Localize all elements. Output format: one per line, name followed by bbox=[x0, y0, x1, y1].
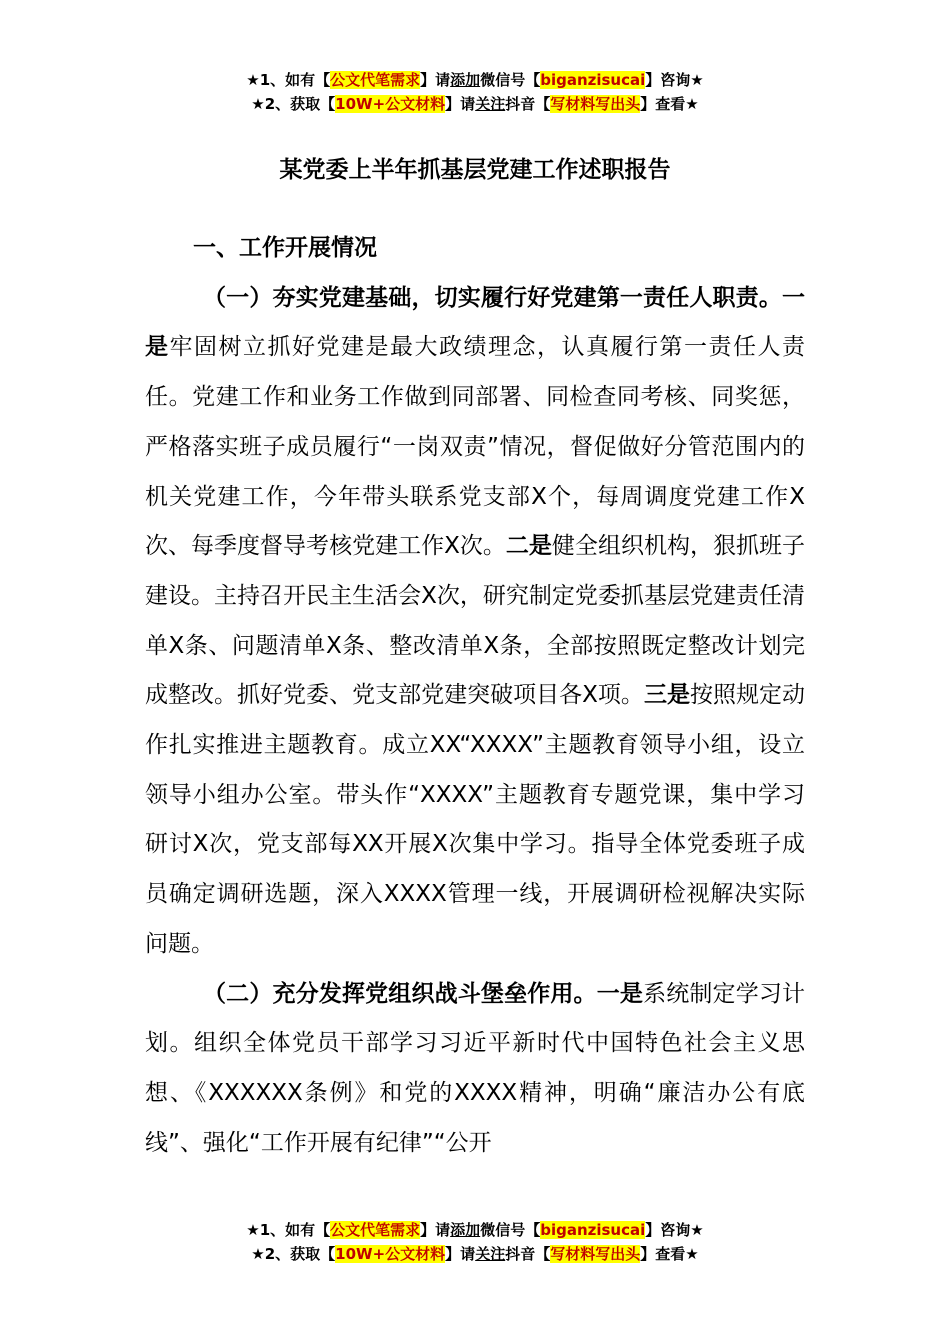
document-body bbox=[145, 224, 805, 1168]
star-icon: ★ bbox=[690, 1221, 704, 1239]
paragraph-text: 牢固树立抓好党建是最大政绩理念，认真履行第一责任人责任。党建工作和业务工作做到同部署、同检查同考核、同奖惩，严格落实班子成员履行“一岗双责”情况，督促做好分管范围内的机关党建工作，今年带头联系党支部X个，每周调度党建工作X次、每季度督导考核党建工作X次。 bbox=[145, 334, 805, 560]
banner-highlight: 10W+公文材料 bbox=[335, 95, 446, 113]
banner-highlight: 写材料写出头 bbox=[550, 95, 641, 113]
banner-line-2 bbox=[0, 92, 950, 116]
banner-highlight: 10W+公文材料 bbox=[335, 1245, 446, 1263]
banner-line-1 bbox=[0, 1218, 950, 1242]
paragraph-text: 健全组织机构，狠抓班子建设。主持召开民主生活会X次，研究制定党委抓基层党建责任清单X条、问题清单X条、整改清单X条，全部按照既定整改计划完成整改。抓好党委、党支部党建突破项目各X项。 bbox=[145, 533, 806, 709]
paragraph-2 bbox=[145, 970, 805, 1169]
banner-highlight: 写材料写出头 bbox=[550, 1245, 641, 1263]
star-icon: ★ bbox=[685, 95, 699, 113]
banner-line-2 bbox=[0, 1242, 950, 1266]
paragraph-1 bbox=[145, 274, 805, 970]
banner-underline: 关注 bbox=[475, 95, 506, 113]
star-icon: ★ bbox=[690, 71, 704, 89]
banner-text: 1、如有【 bbox=[259, 71, 331, 89]
banner-underline: 关注 bbox=[475, 1245, 506, 1263]
top-ad-banner bbox=[0, 68, 950, 116]
banner-text: 微信号【 bbox=[480, 1221, 541, 1239]
star-icon: ★ bbox=[251, 1245, 265, 1263]
keyword: 一是 bbox=[145, 284, 805, 361]
banner-text: 】咨询 bbox=[645, 71, 691, 89]
banner-text: 2、获取【 bbox=[264, 95, 336, 113]
section-heading: 一、工作开展情况 bbox=[193, 235, 377, 261]
star-icon: ★ bbox=[685, 1245, 699, 1263]
paragraph-text: 按照规定动作扎实推进主题教育。成立XX“XXXX”主题教育领导小组，设立领导小组办公室。带头作“XXXX”主题教育专题党课，集中学习研讨X次，党支部每XX开展X次集中学习。指导全体党委班子成员确定调研选题，深入XXXX管理一线，开展调研检视解决实际问题。 bbox=[145, 682, 806, 957]
star-icon: ★ bbox=[246, 71, 260, 89]
banner-underline: 添加 bbox=[450, 1221, 481, 1239]
banner-text: 】咨询 bbox=[645, 1221, 691, 1239]
paragraph-lead: （一）夯实党建基础，切实履行好党建第一责任人职责。 bbox=[203, 284, 782, 311]
banner-text: 】请 bbox=[445, 95, 476, 113]
banner-highlight: 公文代笔需求 bbox=[330, 1221, 421, 1239]
banner-text: 】查看 bbox=[640, 95, 686, 113]
banner-underline: 添加 bbox=[450, 71, 481, 89]
banner-text: 抖音【 bbox=[505, 1245, 551, 1263]
paragraph-text: 系统制定学习计划。组织全体党员干部学习习近平新时代中国特色社会主义思想、《XXXXXX条例》和党的XXXX精神，明确“廉洁办公有底线”、强化“工作开展有纪律”“公开 bbox=[145, 980, 806, 1156]
banner-highlight: biganzisucai bbox=[540, 1221, 646, 1239]
banner-text: 】请 bbox=[445, 1245, 476, 1263]
banner-text: 】请 bbox=[420, 1221, 451, 1239]
banner-text: 1、如有【 bbox=[259, 1221, 331, 1239]
bottom-ad-banner bbox=[0, 1218, 950, 1266]
banner-text: 2、获取【 bbox=[264, 1245, 336, 1263]
star-icon: ★ bbox=[246, 1221, 260, 1239]
banner-highlight: 公文代笔需求 bbox=[330, 71, 421, 89]
keyword: 二是 bbox=[505, 533, 552, 560]
star-icon: ★ bbox=[251, 95, 265, 113]
banner-text: 】查看 bbox=[640, 1245, 686, 1263]
banner-line-1 bbox=[0, 68, 950, 92]
banner-text: 抖音【 bbox=[505, 95, 551, 113]
banner-highlight: biganzisucai bbox=[540, 71, 646, 89]
document-title: 某党委上半年抓基层党建工作述职报告 bbox=[279, 157, 671, 183]
banner-text: 】请 bbox=[420, 71, 451, 89]
paragraph-lead: （二）充分发挥党组织战斗堡垒作用。 bbox=[203, 980, 597, 1007]
banner-text: 微信号【 bbox=[480, 71, 541, 89]
keyword: 一是 bbox=[596, 980, 644, 1007]
keyword: 三是 bbox=[643, 682, 690, 709]
